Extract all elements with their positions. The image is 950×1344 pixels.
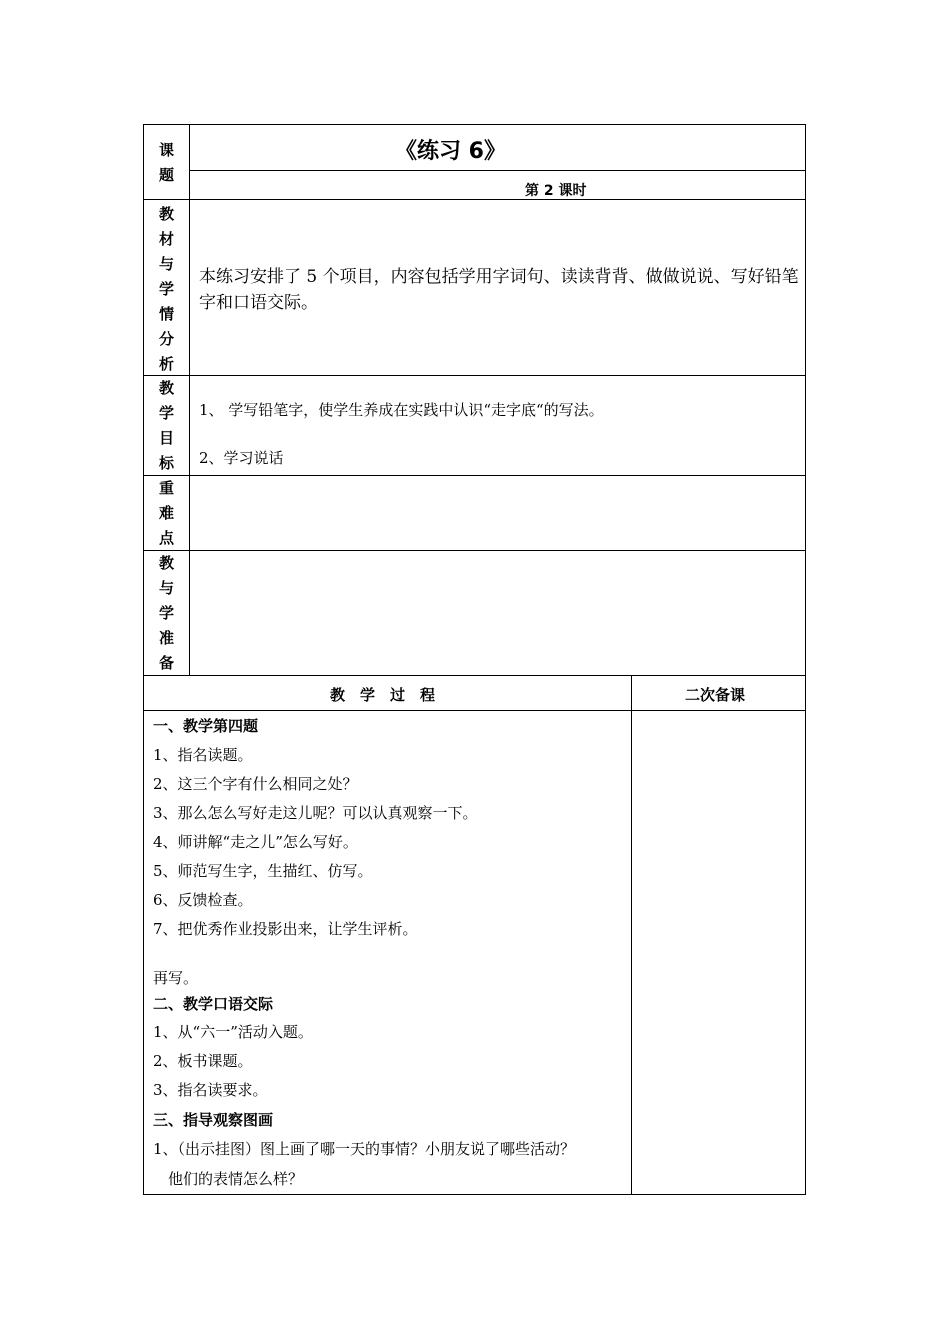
process-step: 他们的表情怎么样？ [153,1170,304,1188]
process-section-heading: 三、指导观察图画 [153,1111,274,1129]
process-step: 7、把优秀作业投影出来，让学生评析。 [153,920,418,938]
process-step: 5、师范写生字，生描红、仿写。 [153,862,373,880]
process-section-heading: 二、教学口语交际 [153,995,274,1013]
analysis-text: 本练习安排了 5 个项目，内容包括学用字词句、读读背背、做做说说、写好铅笔字和口语交际。 [199,267,799,313]
process-header: 教 学 过 程 [330,686,436,704]
row-divider-5 [143,675,806,676]
process-step: 1、（出示挂图）图上画了哪一天的事情？小朋友说了哪些活动？ [153,1140,576,1158]
goal-item: 2、学习说话 [199,449,284,467]
process-step: 3、那么怎么写好走这儿呢？可以认真观察一下。 [153,804,478,822]
topic-inner-divider [189,170,805,171]
second-prep-header: 二次备课 [685,686,746,704]
process-step: 1、从“六一”活动入题。 [153,1023,313,1041]
table-border-right [805,124,806,1195]
label-column-divider [189,124,190,676]
process-step: 2、这三个字有什么相同之处？ [153,775,358,793]
process-step: 3、指名读要求。 [153,1081,268,1099]
process-step: 1、指名读题。 [153,746,253,764]
row-divider-4 [143,550,806,551]
table-border-top [143,124,806,125]
row-divider-2 [143,375,806,376]
row-divider-3 [143,475,806,476]
lesson-period: 第 2 课时 [525,183,587,199]
process-step: 4、师讲解“走之儿”怎么写好。 [153,833,358,851]
process-column-divider [631,675,632,1195]
label-goals: 教 学 目 标 [158,379,174,472]
row-divider-6 [143,710,806,711]
label-prep: 教 与 学 准 备 [158,554,174,672]
table-border-bottom [143,1194,806,1195]
process-step: 2、板书课题。 [153,1052,253,1070]
label-keypoints: 重 难 点 [158,479,174,547]
row-divider-1 [143,199,806,200]
process-step: 6、反馈检查。 [153,891,253,909]
goal-item: 1、 学写铅笔字，使学生养成在实践中认识“走字底“的写法。 [199,401,604,419]
lesson-title: 《练习 6》 [395,139,506,164]
label-analysis: 教 材 与 学 情 分 析 [158,205,174,373]
process-section-heading: 一、教学第四题 [153,717,259,735]
label-topic: 课 题 [158,141,174,184]
process-step: 再写。 [153,969,199,987]
